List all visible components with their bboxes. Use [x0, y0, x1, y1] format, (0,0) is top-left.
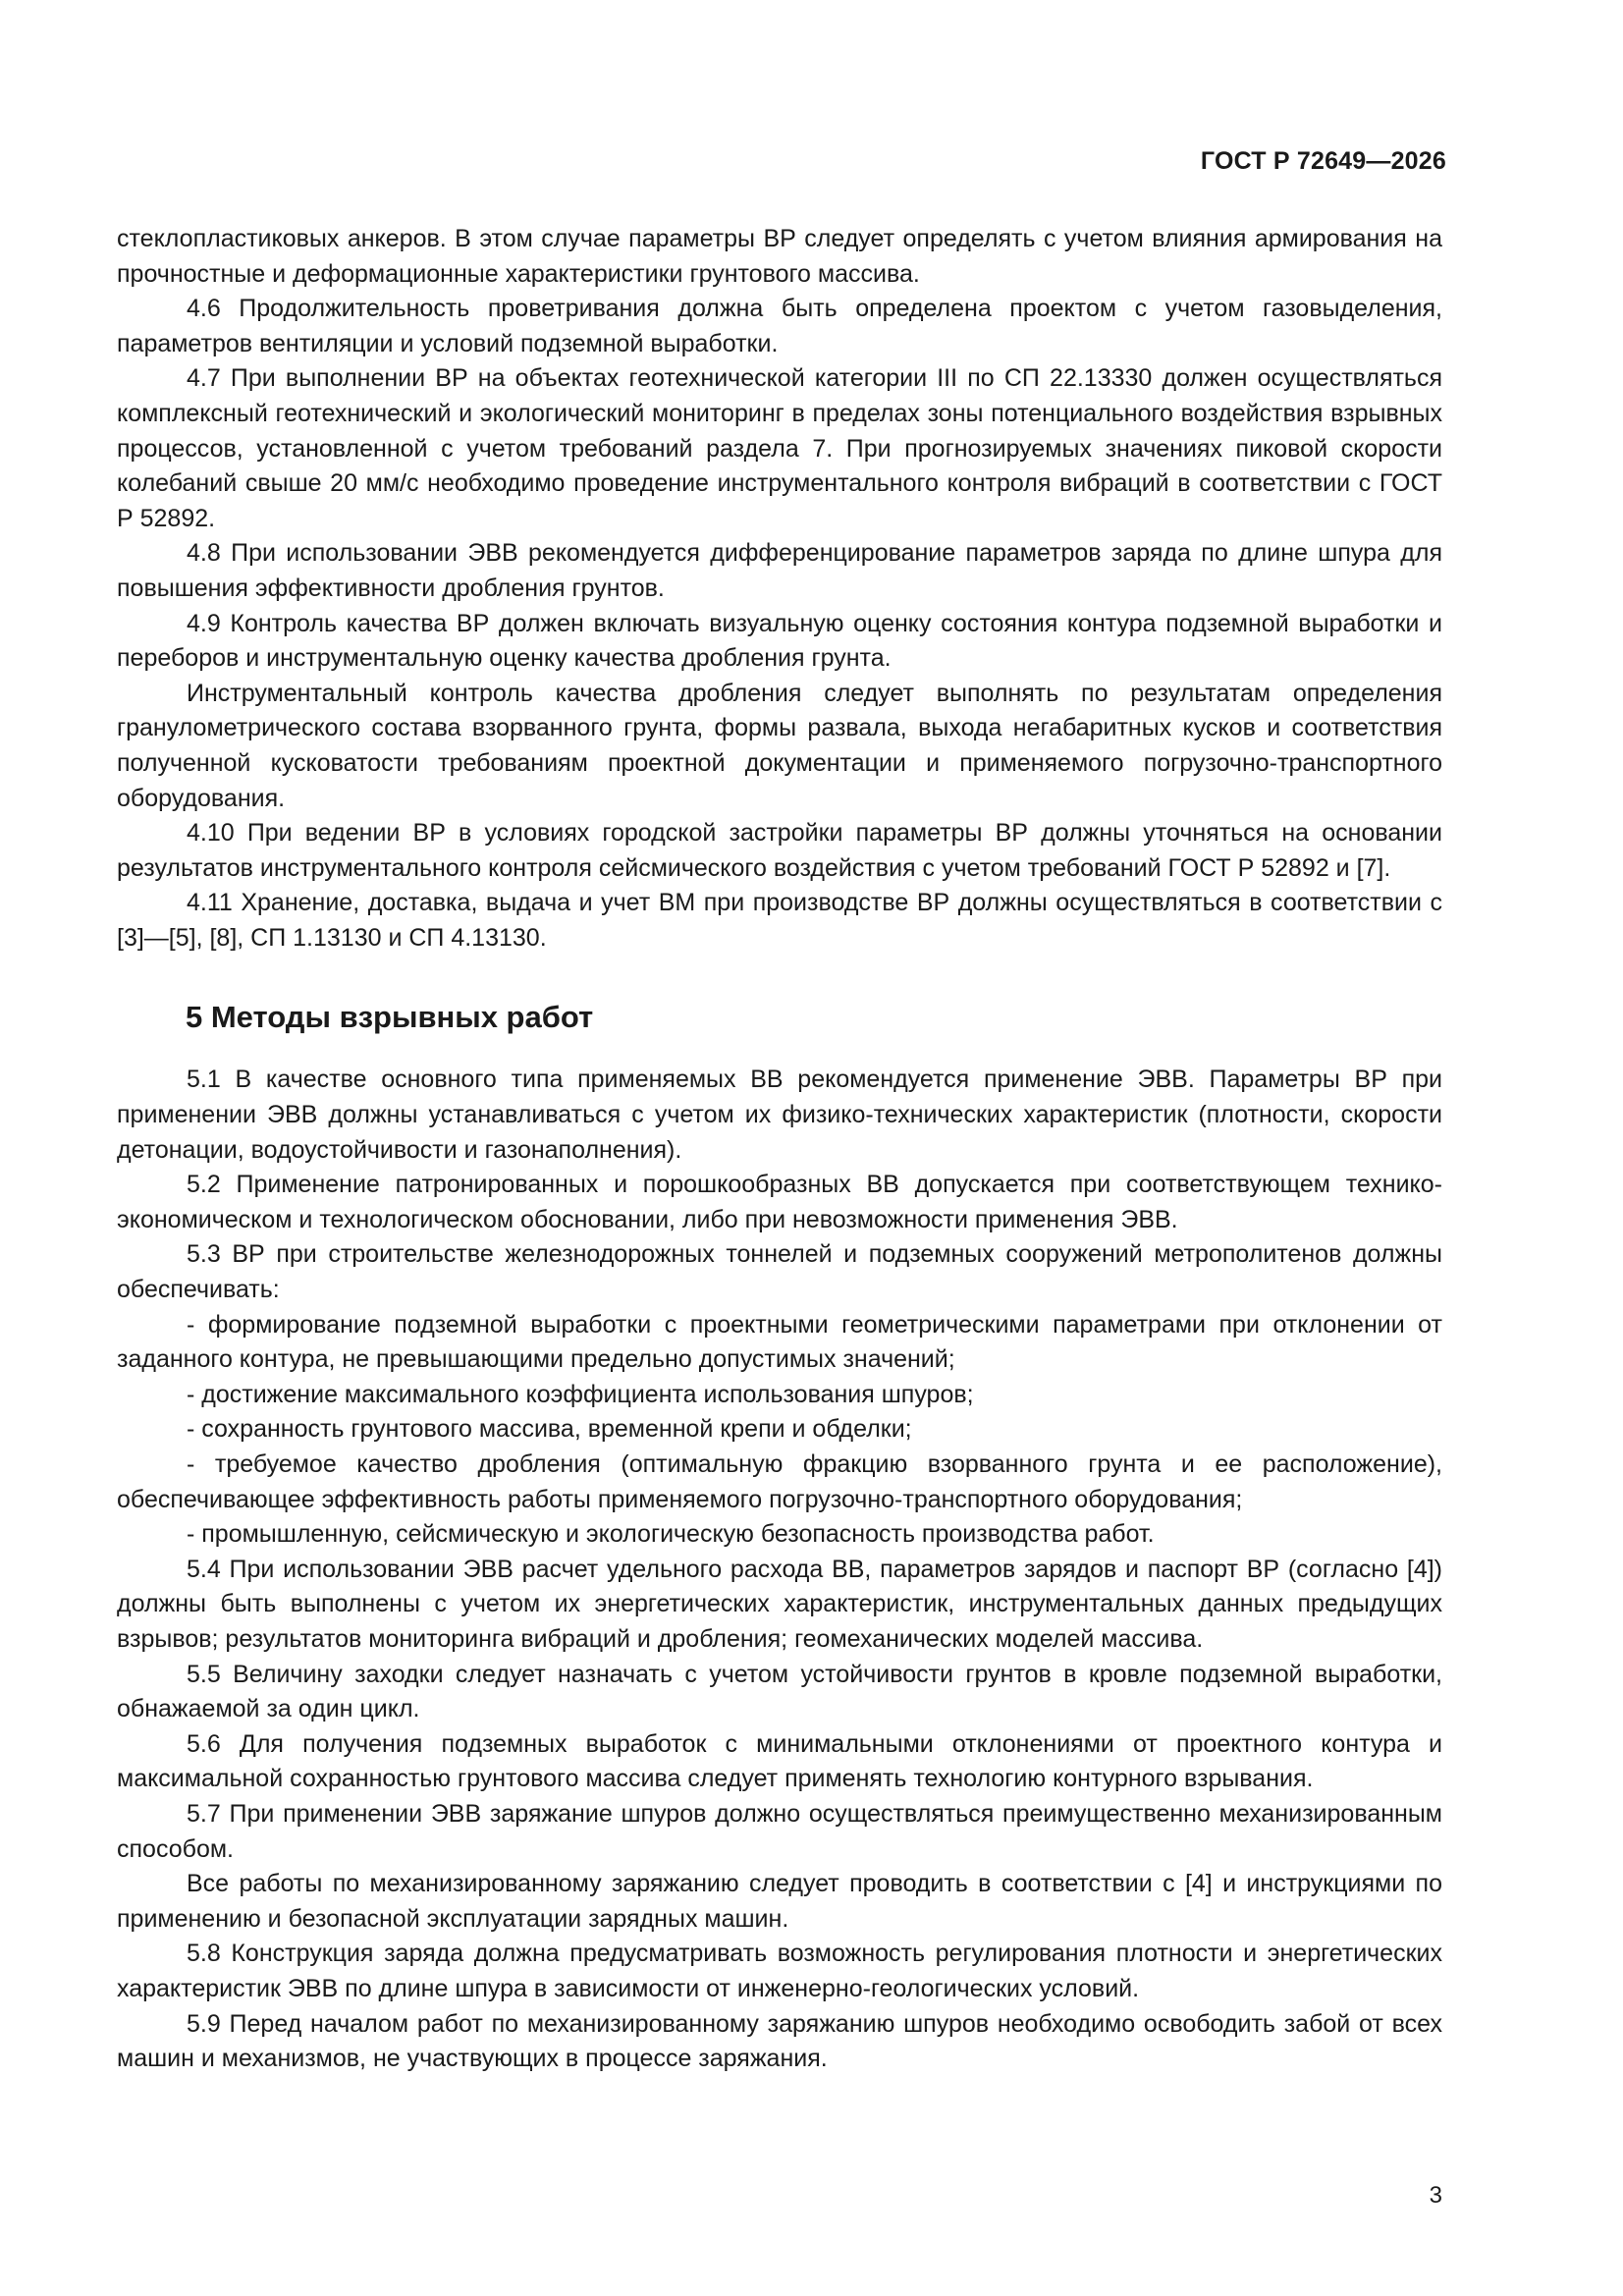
paragraph: - достижение максимального коэффициента использования шпуров;	[187, 1380, 974, 1408]
paragraph: 5.7 При применении ЭВВ заряжание шпуров должно осуществляться преимущественно механизированным способом.	[117, 1799, 1442, 1863]
paragraph: 5.4 При использовании ЭВВ расчет удельного расхода ВВ, параметров зарядов и паспорт ВР (согласно [4]) должны быть выполнены с учетом их энергетических характеристик, инструментальных данных предыдущих взрывов; результатов мониторинга вибраций и дробления; геомеханических моделей массива.	[117, 1555, 1442, 1653]
paragraph: 4.8 При использовании ЭВВ рекомендуется дифференцирование параметров заряда по длине шпура для повышения эффективности дробления грунтов.	[117, 539, 1442, 602]
paragraph: 4.6 Продолжительность проветривания должна быть определена проектом с учетом газовыделения, параметров вентиляции и условий подземной выработки.	[117, 295, 1442, 357]
section-4-continuation	[117, 222, 1442, 956]
section-heading: 5 Методы взрывных работ	[186, 1000, 594, 1035]
paragraph: - сохранность грунтового массива, временной крепи и обделки;	[187, 1415, 912, 1444]
paragraph: 5.6 Для получения подземных выработок с минимальными отклонениями от проектного контура и максимальной сохранностью грунтового массива следует применять технологию контурного взрывания.	[117, 1729, 1442, 1793]
section-5-body	[117, 1063, 1442, 2076]
paragraph: 4.7 При выполнении ВР на объектах геотехнической категории III по СП 22.13330 должен осуществляться комплексный геотехнический и экологический мониторинг в пределах зоны потенциального воздействия взрывных процессов, установленной с учетом требований раздела 7. При прогнозируемых значениях пиковой скорости колебаний свыше 20 мм/с необходимо проведение инструментального контроля вибраций в соответствии с ГОСТ Р 52892.	[117, 364, 1442, 532]
paragraph: 5.9 Перед началом работ по механизированному заряжанию шпуров необходимо освободить забой от всех машин и механизмов, не участвующих в процессе заряжания.	[117, 2009, 1442, 2073]
paragraph: 5.5 Величину заходки следует назначать с учетом устойчивости грунтов в кровле подземной выработки, обнажаемой за один цикл.	[117, 1660, 1442, 1723]
paragraph: 4.11 Хранение, доставка, выдача и учет ВМ при производстве ВР должны осуществляться в соответствии с [3]—[5], [8], СП 1.13130 и СП 4.13130.	[117, 889, 1442, 952]
paragraph: 4.10 При ведении ВР в условиях городской застройки параметры ВР должны уточняться на основании результатов инструментального контроля сейсмического воздействия с учетом требований ГОСТ Р 52892 и [7].	[117, 819, 1442, 882]
paragraph: Инструментальный контроль качества дробления следует выполнять по результатам определения гранулометрического состава взорванного грунта, формы развала, выхода негабаритных кусков и соответствия полученной кусковатости требованиям проектной документации и применяемого погрузочно-транспортного оборудования.	[117, 679, 1442, 812]
paragraph: 5.3 ВР при строительстве железнодорожных тоннелей и подземных сооружений метрополитенов должны обеспечивать:	[117, 1240, 1442, 1304]
paragraph: 5.8 Конструкция заряда должна предусматривать возможность регулирования плотности и энергетических характеристик ЭВВ по длине шпура в зависимости от инженерно-геологических условий.	[117, 1940, 1442, 2002]
paragraph: 5.2 Применение патронированных и порошкообразных ВВ допускается при соответствующем технико-экономическом и технологическом обосновании, либо при невозможности применения ЭВВ.	[117, 1171, 1442, 1233]
paragraph: - формирование подземной выработки с проектными геометрическими параметрами при отклонении от заданного контура, не превышающими предельно допустимых значений;	[117, 1310, 1442, 1374]
paragraph: 5.1 В качестве основного типа применяемых ВВ рекомендуется применение ЭВВ. Параметры ВР при применении ЭВВ должны устанавливаться с учетом их физико-технических характеристик (плотности, скорости детонации, водоустойчивости и газонаполнения).	[117, 1066, 1442, 1164]
paragraph: 4.9 Контроль качества ВР должен включать визуальную оценку состояния контура подземной выработки и переборов и инструментальную оценку качества дробления грунта.	[117, 609, 1442, 673]
document-code-header: ГОСТ Р 72649—2026	[1200, 147, 1446, 175]
paragraph: Все работы по механизированному заряжанию следует проводить в соответствии с [4] и инструкциями по применению и безопасной эксплуатации зарядных машин.	[117, 1870, 1442, 1933]
page-number: 3	[1429, 2182, 1442, 2209]
paragraph: стеклопластиковых анкеров. В этом случае параметры ВР следует определять с учетом влияния армирования на прочностные и деформационные характеристики грунтового массива.	[117, 225, 1442, 288]
document-body	[117, 222, 1442, 2077]
paragraph: - промышленную, сейсмическую и экологическую безопасность производства работ.	[187, 1520, 1155, 1549]
paragraph: - требуемое качество дробления (оптимальную фракцию взорванного грунта и ее расположение), обеспечивающее эффективность работы применяемого погрузочно-транспортного оборудования;	[117, 1450, 1442, 1513]
